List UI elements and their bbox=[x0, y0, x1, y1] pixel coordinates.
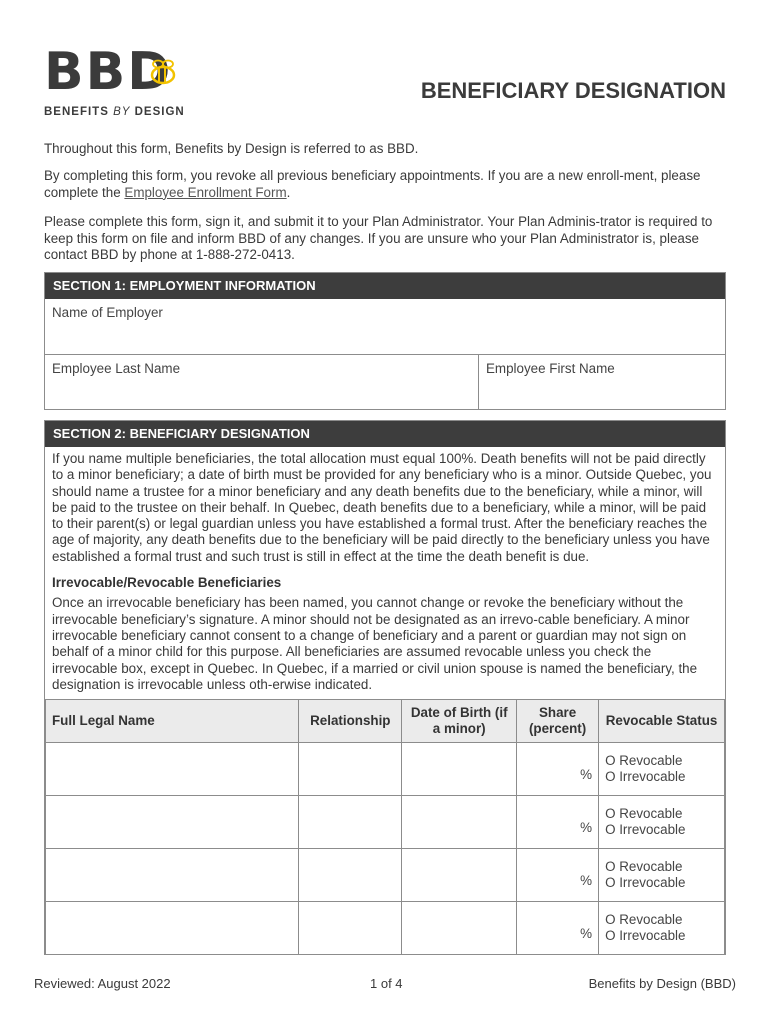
revocable-radio[interactable]: O Revocable bbox=[605, 859, 683, 875]
section-1-employment bbox=[44, 272, 726, 410]
employee-first-name-label: Employee First Name bbox=[486, 361, 615, 376]
section-2-beneficiary bbox=[44, 420, 726, 955]
employer-name-field[interactable] bbox=[45, 299, 725, 354]
share-cell[interactable]: % bbox=[517, 743, 599, 796]
table-row bbox=[46, 902, 725, 955]
employer-name-label: Name of Employer bbox=[52, 305, 163, 320]
share-cell[interactable]: % bbox=[517, 796, 599, 849]
table-row bbox=[46, 849, 725, 902]
date-of-birth-cell[interactable] bbox=[402, 849, 517, 902]
revocable-status-cell bbox=[599, 849, 725, 902]
revocable-radio[interactable]: O Revocable bbox=[605, 806, 683, 822]
full-name-cell[interactable] bbox=[46, 796, 299, 849]
table-row bbox=[46, 796, 725, 849]
irrevocable-radio[interactable]: O Irrevocable bbox=[605, 822, 686, 838]
logo-letters: BBD bbox=[44, 42, 173, 102]
col-header-date-of-birth: Date of Birth (if a minor) bbox=[402, 700, 517, 743]
full-name-cell[interactable] bbox=[46, 849, 299, 902]
footer-company: Benefits by Design (BBD) bbox=[588, 976, 736, 991]
irrevocable-radio[interactable]: O Irrevocable bbox=[605, 875, 686, 891]
table-row bbox=[46, 743, 725, 796]
section-1-header: SECTION 1: EMPLOYMENT INFORMATION bbox=[45, 273, 725, 299]
revocable-radio[interactable]: O Revocable bbox=[605, 912, 683, 928]
relationship-cell[interactable] bbox=[299, 743, 402, 796]
employee-first-name-field[interactable] bbox=[479, 355, 725, 409]
date-of-birth-cell[interactable] bbox=[402, 743, 517, 796]
revocable-status-cell bbox=[599, 743, 725, 796]
minor-beneficiary-paragraph: If you name multiple beneficiaries, the total allocation must equal 100%. Death benefits will not be paid directly to a minor beneficiary; a date of birth must be provided for any beneficiary who is a minor. Outside Quebec, you should name a trustee for a minor beneficiary and any death benefits due to the beneficiary, while a minor, will be paid to the trustee on their behalf. In Quebec, death benefits due to a beneficiary, while a minor, will be paid to their parent(s) or legal guardian unless you have established a formal trust. After the beneficiary reaches the age of majority, any death benefits due to the beneficiary will be paid directly to the beneficiary unless you have established a formal trust and such trust is still in effect at the time the death benefit is due. bbox=[52, 451, 712, 564]
enrollment-form-link[interactable]: Employee Enrollment Form bbox=[124, 184, 287, 200]
relationship-cell[interactable] bbox=[299, 796, 402, 849]
table-header-row bbox=[46, 700, 725, 743]
irrevocable-radio[interactable]: O Irrevocable bbox=[605, 928, 686, 944]
intro-paragraph-3: Please complete this form, sign it, and submit it to your Plan Administrator. Your Plan Adminis-trator is required to keep this form on file and inform BBD of any changes. If you are unsure who your Plan Administrator is, please contact BBD by phone at 1-888-272-0413. bbox=[44, 214, 713, 262]
employee-last-name-label: Employee Last Name bbox=[52, 361, 181, 376]
logo-tagline: BENEFITS BY DESIGN bbox=[44, 106, 185, 118]
full-name-cell[interactable] bbox=[46, 902, 299, 955]
col-header-share: Share (percent) bbox=[517, 700, 599, 743]
irrevocable-paragraph: Once an irrevocable beneficiary has been named, you cannot change or revoke the beneficiary without the irrevocable beneficiary’s signature. A minor should not be designated as an irrevo-cable beneficiary. A minor irrevocable beneficiary cannot consent to a change of beneficiary and a parent or guardian may not sign on behalf of a minor child for this purpose. All beneficiaries are assumed revocable unless you check the irrevocable box, except in Quebec. In Quebec, if a married or civil union spouse is named the beneficiary, the designation is irrevocable unless oth-erwise indicated. bbox=[52, 595, 698, 692]
revocable-radio[interactable]: O Revocable bbox=[605, 753, 683, 769]
revocable-status-cell bbox=[599, 902, 725, 955]
relationship-cell[interactable] bbox=[299, 902, 402, 955]
share-cell[interactable]: % bbox=[517, 849, 599, 902]
irrevocable-radio[interactable]: O Irrevocable bbox=[605, 769, 686, 785]
share-cell[interactable]: % bbox=[517, 902, 599, 955]
section-2-header: SECTION 2: BENEFICIARY DESIGNATION bbox=[45, 421, 725, 447]
footer-reviewed-date: Reviewed: August 2022 bbox=[34, 976, 171, 991]
full-name-cell[interactable] bbox=[46, 743, 299, 796]
bbd-logo bbox=[44, 42, 194, 124]
date-of-birth-cell[interactable] bbox=[402, 902, 517, 955]
intro-paragraph-1: Throughout this form, Benefits by Design is referred to as BBD. bbox=[44, 141, 419, 156]
irrevocable-subheading: Irrevocable/Revocable Beneficiaries bbox=[52, 575, 282, 591]
bee-icon bbox=[146, 56, 180, 90]
col-header-revocable-status: Revocable Status bbox=[599, 700, 725, 743]
date-of-birth-cell[interactable] bbox=[402, 796, 517, 849]
beneficiary-table bbox=[45, 699, 725, 955]
page-title: BENEFICIARY DESIGNATION bbox=[420, 78, 726, 103]
footer-page-number: 1 of 4 bbox=[370, 976, 403, 991]
employee-last-name-field[interactable] bbox=[45, 355, 479, 409]
col-header-full-name: Full Legal Name bbox=[46, 700, 299, 743]
relationship-cell[interactable] bbox=[299, 849, 402, 902]
col-header-relationship: Relationship bbox=[299, 700, 402, 743]
revocable-status-cell bbox=[599, 796, 725, 849]
intro-paragraph-2: By completing this form, you revoke all previous beneficiary appointments. If you are a new enroll-ment, please complete the Employee Enrollment Form. bbox=[44, 168, 701, 200]
